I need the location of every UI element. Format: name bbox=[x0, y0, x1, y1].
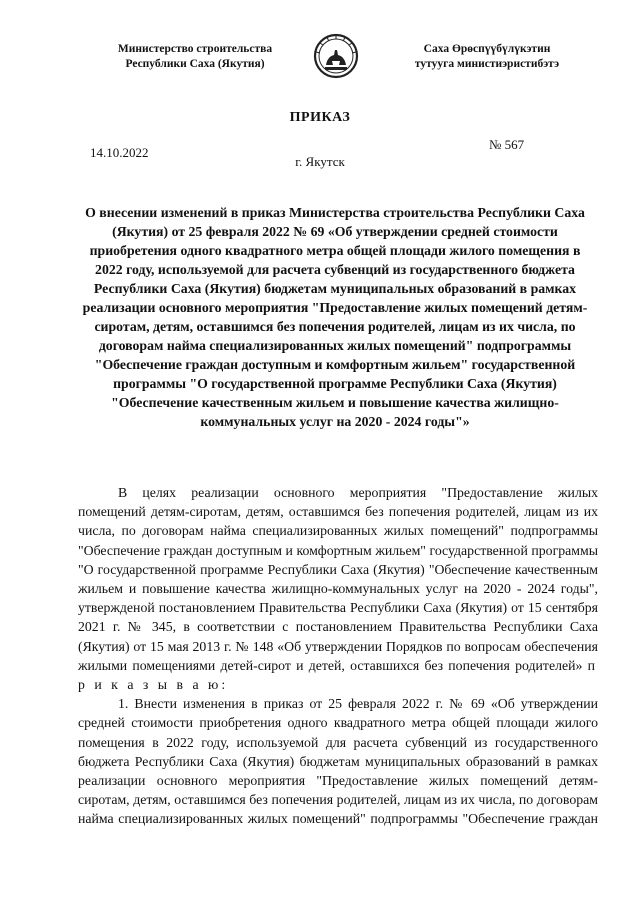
document-title: ПРИКАЗ bbox=[289, 110, 351, 125]
preamble-paragraph bbox=[78, 483, 598, 694]
coat-of-arms-emblem bbox=[313, 32, 359, 80]
order-subject: О внесении изменений в приказ Министерства строительства Республики Саха (Якутия) от 25 февраля 2022 № 69 «Об утверждении средней стоимости приобретения одного квадратного метра общей площади жилого помещения в 2022 году, используемой для расчета субвенций из государственного бюджета Республики Саха (Якутия) бюджетам муниципальных образований в рамках реализации основного мероприятия "Предоставление жилых помещений детям-сиротам, детям, оставшимся без попечения родителей, лицам из их числа, по договорам найма специализированных жилых помещений" подпрограммы "Обеспечение граждан доступным и комфортным жильем" государственной программы "О государственной программе Республики Саха (Якутия) "Обеспечение качественным жильем и повышение качества жилищно-коммунальных услуг на 2020 - 2024 годы"» bbox=[82, 205, 588, 429]
clause-1-paragraph: 1. Внести изменения в приказ от 25 февраля 2022 г. № 69 «Об утверждении средней стоимости приобретения одного квадратного метра общей площади жилого помещения в 2022 году, используемой для расчета субвенций из государственного бюджета Республики Саха (Якутия) бюджетам муниципальных образований в рамках реализации основного мероприятия "Предоставление жилых помещений детям-сиротам, детям, оставшимся без попечения родителей, лицам из их числа, по договорам найма специализированных жилых помещений" подпрограммы "Обеспечение граждан bbox=[78, 696, 598, 827]
order-date: 14.10.2022 bbox=[90, 145, 149, 160]
order-word: п р и к а з ы в а ю: bbox=[78, 657, 598, 693]
order-body bbox=[78, 483, 598, 829]
preamble-text: В целях реализации основного мероприятия "Предоставление жилых помещений детям-сиротам, детям, оставшимся без попечения родителей, лицам из их числа, по договорам найма специализированных жилых помещений" подпрограммы "Обеспечение граждан доступным и комфортным жильем" государственной программы "О государственной программе Республики Саха (Якутия) "Обеспечение качественным жильем и повышение качества жилищно-коммунальных услуг на 2020 - 2024 годы", утвержденой постановлением Правительства Республики Саха (Якутия) от 15 сентября 2021 г. № 345, в соответствии с постановлением Правительства Республики Саха (Якутия) от 15 мая 2013 г. № 148 «Об утверждении Порядков по вопросам обеспечения жилыми помещениями детей-сирот и детей, оставшихся без попечения родителей» bbox=[78, 485, 598, 673]
ministry-name-russian bbox=[90, 42, 300, 72]
ministry-name-yakut-line-2: тутууга министиэристибэтэ bbox=[414, 58, 560, 70]
ministry-name-line-2: Республики Саха (Якутия) bbox=[125, 58, 265, 70]
ministry-name-line-1: Министерство строительства bbox=[117, 43, 273, 55]
order-city: г. Якутск bbox=[295, 154, 345, 169]
order-number: № 567 bbox=[489, 137, 525, 152]
ministry-name-yakut bbox=[382, 42, 592, 72]
ministry-name-yakut-line-1: Саха Өрөспүүбүлүкэтин bbox=[423, 43, 551, 55]
